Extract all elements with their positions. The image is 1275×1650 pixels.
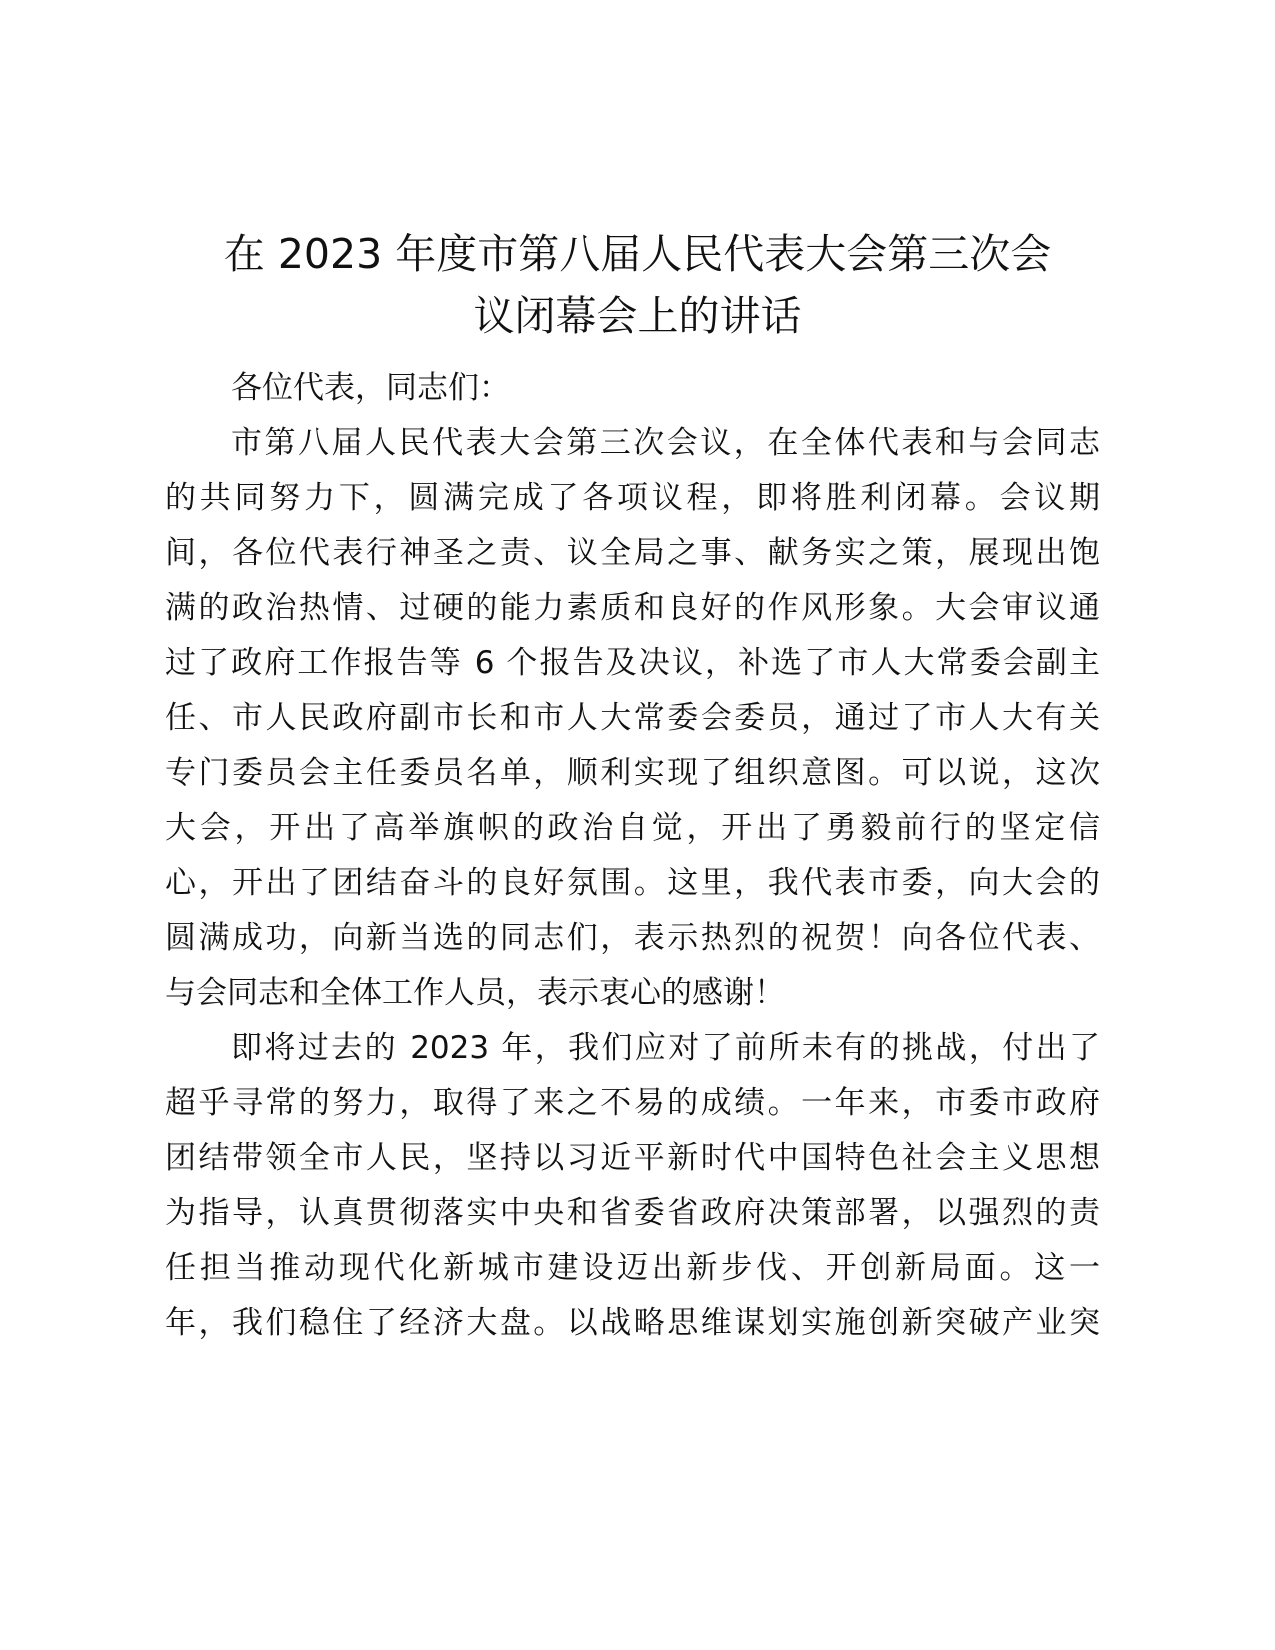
paragraph-1-line: 的共同努力下，圆满完成了各项议程，即将胜利闭幕。会议期 bbox=[165, 480, 1100, 516]
paragraph-1-line: 大会，开出了高举旗帜的政治自觉，开出了勇毅前行的坚定信 bbox=[165, 810, 1100, 846]
salutation: 各位代表，同志们： bbox=[231, 370, 510, 406]
title-line-2: 议闭幕会上的讲话 bbox=[473, 292, 802, 340]
paragraph-2-line: 任担当推动现代化新城市建设迈出新步伐、开创新局面。这一 bbox=[165, 1250, 1100, 1286]
title-line-1: 在 2023 年度市第八届人民代表大会第三次会 bbox=[223, 230, 1052, 278]
paragraph-2-line: 年，我们稳住了经济大盘。以战略思维谋划实施创新突破产业突 bbox=[165, 1305, 1100, 1341]
paragraph-1-line: 满的政治热情、过硬的能力素质和良好的作风形象。大会审议通 bbox=[165, 590, 1100, 626]
paragraph-1-line: 间，各位代表行神圣之责、议全局之事、献务实之策，展现出饱 bbox=[165, 535, 1100, 571]
paragraph-2-line: 为指导，认真贯彻落实中央和省委省政府决策部署，以强烈的责 bbox=[165, 1195, 1100, 1231]
paragraph-1-line: 过了政府工作报告等 6 个报告及决议，补选了市人大常委会副主 bbox=[165, 645, 1100, 681]
paragraph-1-line: 市第八届人民代表大会第三次会议，在全体代表和与会同志 bbox=[231, 425, 1100, 461]
paragraph-1-line: 心，开出了团结奋斗的良好氛围。这里，我代表市委，向大会的 bbox=[165, 865, 1100, 901]
paragraph-2-line: 即将过去的 2023 年，我们应对了前所未有的挑战，付出了 bbox=[231, 1030, 1100, 1066]
paragraph-1-line: 与会同志和全体工作人员，表示衷心的感谢！ bbox=[165, 975, 785, 1011]
paragraph-2-line: 超乎寻常的努力，取得了来之不易的成绩。一年来，市委市政府 bbox=[165, 1085, 1100, 1121]
paragraph-1-line: 专门委员会主任委员名单，顺利实现了组织意图。可以说，这次 bbox=[165, 755, 1100, 791]
paragraph-1-line: 圆满成功，向新当选的同志们，表示热烈的祝贺！向各位代表、 bbox=[165, 920, 1100, 956]
paragraph-2-line: 团结带领全市人民，坚持以习近平新时代中国特色社会主义思想 bbox=[165, 1140, 1100, 1176]
paragraph-1-line: 任、市人民政府副市长和市人大常委会委员，通过了市人大有关 bbox=[165, 700, 1100, 736]
